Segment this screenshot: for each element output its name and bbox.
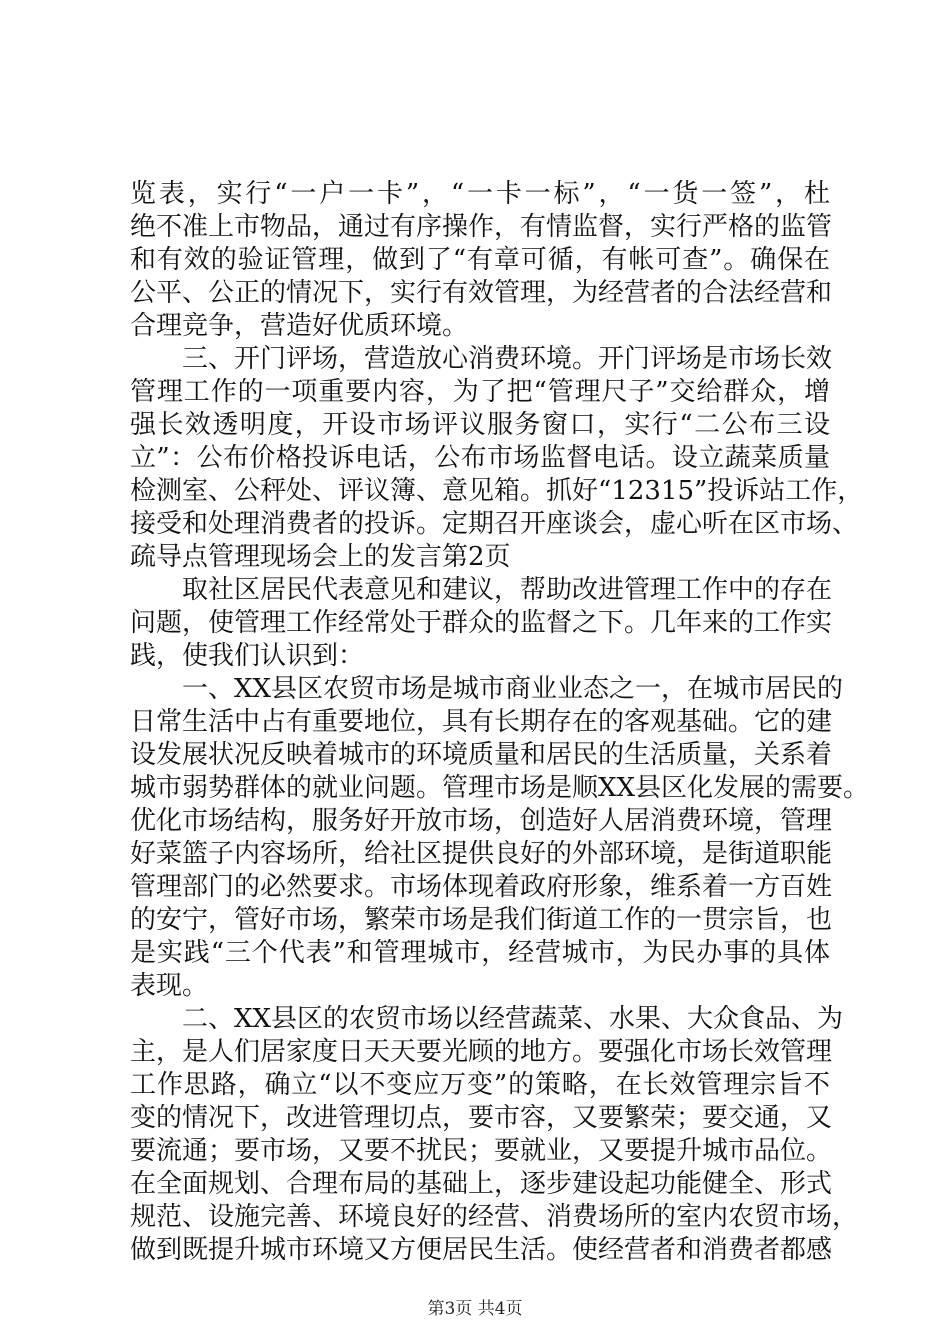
body-text-line: 在全面规划、合理布局的基础上，逐步建设起功能健全、形式 [130, 1169, 833, 1199]
body-text-line: 管理工作的一项重要内容，为了把“管理尺子”交给群众，增 [130, 377, 830, 407]
body-text-line: 接受和处理消费者的投诉。定期召开座谈会，虚心听在区市场、 [130, 509, 859, 539]
body-text-line: 日常生活中占有重要地位，具有长期存在的客观基础。它的建 [130, 707, 833, 737]
body-text-line: 做到既提升城市环境又方便居民生活。使经营者和消费者都感 [130, 1235, 833, 1265]
body-text-line: 优化市场结构，服务好开放市场，创造好人居消费环境，管理 [130, 806, 833, 836]
body-text-line: 践，使我们认识到： [130, 641, 365, 671]
paragraph-first-line: 二、XX县区的农贸市场以经营蔬菜、水果、大众食品、为 [182, 1004, 844, 1034]
body-text-line: 城市弱势群体的就业问题。管理市场是顺XX县区化发展的需要。 [130, 773, 870, 803]
body-text-line: 疏导点管理现场会上的发言第2页 [130, 542, 511, 572]
body-text-line: 要流通；要市场，又要不扰民；要就业，又要提升城市品位。 [130, 1136, 833, 1166]
body-text-line: 管理部门的必然要求。市场体现着政府形象，维系着一方百姓 [130, 872, 833, 902]
body-text-line: 规范、设施完善、环境良好的经营、消费场所的室内农贸市场， [130, 1202, 859, 1232]
body-text-line: 是实践“三个代表”和管理城市，经营城市，为民办事的具体 [130, 938, 830, 968]
body-text-line: 绝不准上市物品，通过有序操作，有情监督，实行严格的监管 [130, 212, 833, 242]
body-text-line: 和有效的验证管理，做到了“有章可循，有帐可查”。确保在 [130, 245, 830, 275]
body-text-line: 工作思路，确立“以不变应万变”的策略，在长效管理宗旨不 [130, 1070, 830, 1100]
body-text-line: 主，是人们居家度日天天要光顾的地方。要强化市场长效管理 [130, 1037, 833, 1067]
paragraph-first-line: 取社区居民代表意见和建议，帮助改进管理工作中的存在 [182, 575, 833, 605]
body-text-line: 的安宁，管好市场，繁荣市场是我们街道工作的一贯宗旨，也 [130, 905, 833, 935]
paragraph-first-line: 三、开门评场，营造放心消费环境。开门评场是市场长效 [182, 344, 833, 374]
page-footer: 第3页 共4页 [427, 1299, 523, 1319]
body-text-line: 好菜篮子内容场所，给社区提供良好的外部环境，是街道职能 [130, 839, 833, 869]
body-text-line: 览表，实行“一户一卡”，“一卡一标”，“一货一签”，杜 [130, 179, 830, 209]
body-text-line: 强长效透明度，开设市场评议服务窗口，实行“二公布三设 [130, 410, 830, 440]
body-text-line: 公平、公正的情况下，实行有效管理，为经营者的合法经营和 [130, 278, 833, 308]
body-text-line: 合理竞争，营造好优质环境。 [130, 311, 469, 341]
body-text-line: 检测室、公秤处、评议簿、意见箱。抓好“12315”投诉站工作， [130, 476, 864, 506]
body-text-line: 立”：公布价格投诉电话，公布市场监督电话。设立蔬菜质量 [130, 443, 830, 473]
paragraph-first-line: 一、XX县区农贸市场是城市商业业态之一，在城市居民的 [182, 674, 844, 704]
body-text-line: 变的情况下，改进管理切点，要市容，又要繁荣；要交通，又 [130, 1103, 833, 1133]
body-text-line: 设发展状况反映着城市的环境质量和居民的生活质量，关系着 [130, 740, 833, 770]
body-text-line: 表现。 [130, 971, 209, 1001]
body-text-line: 问题，使管理工作经常处于群众的监督之下。几年来的工作实 [130, 608, 833, 638]
